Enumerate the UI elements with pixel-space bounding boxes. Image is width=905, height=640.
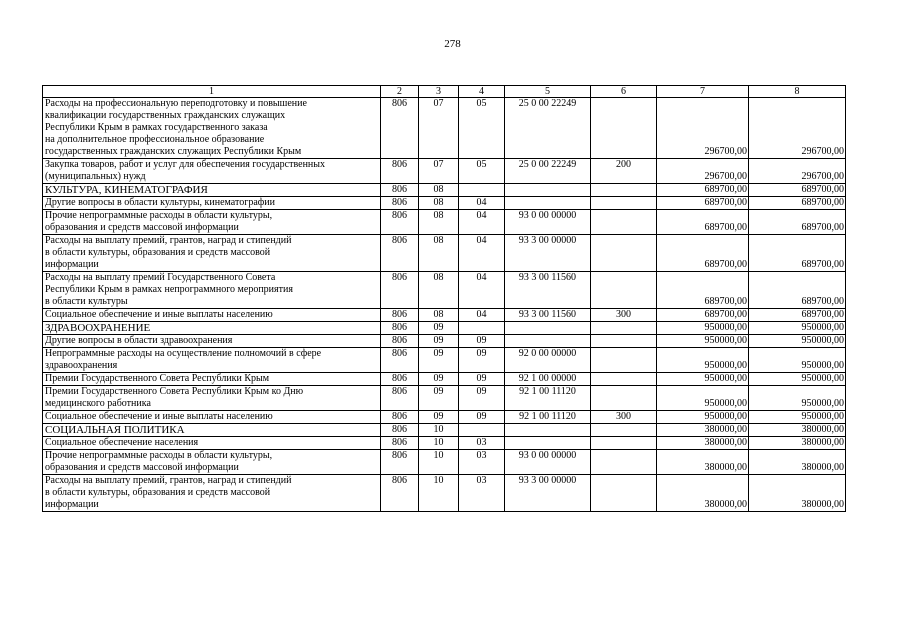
row-sum-cell: 950000,00 (657, 386, 749, 411)
row-section-cell: 08 (419, 197, 459, 210)
row-kind-cell: 200 (591, 159, 657, 184)
row-section-cell: 08 (419, 309, 459, 322)
row-target-cell (505, 322, 591, 335)
table-row (43, 197, 846, 210)
row-target-cell (505, 184, 591, 197)
row-name-cell: Другие вопросы в области культуры, кинематографии (43, 197, 381, 210)
row-section-cell: 09 (419, 335, 459, 348)
row-subsection-cell (459, 424, 505, 437)
row-code-cell: 806 (381, 184, 419, 197)
row-section-cell: 10 (419, 475, 459, 512)
row-subsection-cell: 09 (459, 348, 505, 373)
row-sum-cell: 950000,00 (749, 386, 846, 411)
row-section-cell: 09 (419, 411, 459, 424)
row-subsection-cell: 09 (459, 335, 505, 348)
row-sum-cell: 950000,00 (657, 322, 749, 335)
row-target-cell: 92 0 00 00000 (505, 348, 591, 373)
row-section-cell: 09 (419, 373, 459, 386)
row-code-cell: 806 (381, 373, 419, 386)
row-sum-cell: 950000,00 (657, 411, 749, 424)
row-sum-cell: 689700,00 (749, 309, 846, 322)
row-sum-cell: 950000,00 (657, 335, 749, 348)
row-subsection-cell: 04 (459, 235, 505, 272)
row-sum-cell: 689700,00 (749, 197, 846, 210)
row-subsection-cell: 05 (459, 98, 505, 159)
row-sum-cell: 950000,00 (749, 411, 846, 424)
row-code-cell: 806 (381, 309, 419, 322)
table-row (43, 373, 846, 386)
row-sum-cell: 296700,00 (749, 98, 846, 159)
budget-table (42, 85, 846, 512)
row-name-cell: Расходы на профессиональную переподготовку и повышение квалификации государственных гражданских служащих Республики Крым в рамках государственного заказа на дополнительное профессиональное образование государственных гражданских служащих Республики Крым (43, 98, 381, 159)
row-kind-cell (591, 437, 657, 450)
row-sum-cell: 380000,00 (749, 450, 846, 475)
row-sum-cell: 950000,00 (657, 348, 749, 373)
row-code-cell: 806 (381, 322, 419, 335)
row-sum-cell: 950000,00 (749, 322, 846, 335)
row-name-cell: Расходы на выплату премий, грантов, наград и стипендий в области культуры, образования и средств массовой информации (43, 235, 381, 272)
row-subsection-cell: 05 (459, 159, 505, 184)
row-sum-cell: 380000,00 (657, 475, 749, 512)
row-section-cell: 09 (419, 348, 459, 373)
table-section-row (43, 184, 846, 197)
row-code-cell: 806 (381, 98, 419, 159)
row-section-cell: 07 (419, 159, 459, 184)
row-code-cell: 806 (381, 437, 419, 450)
table-row (43, 386, 846, 411)
row-sum-cell: 950000,00 (749, 335, 846, 348)
row-sum-cell: 689700,00 (749, 184, 846, 197)
row-sum-cell: 380000,00 (749, 424, 846, 437)
table-section-row (43, 322, 846, 335)
row-code-cell: 806 (381, 210, 419, 235)
row-name-cell: Прочие непрограммные расходы в области культуры, образования и средств массовой информации (43, 450, 381, 475)
row-kind-cell (591, 210, 657, 235)
row-subsection-cell: 04 (459, 197, 505, 210)
row-section-cell: 08 (419, 272, 459, 309)
row-section-cell: 09 (419, 322, 459, 335)
row-subsection-cell: 03 (459, 437, 505, 450)
table-row (43, 309, 846, 322)
table-row (43, 235, 846, 272)
row-kind-cell (591, 424, 657, 437)
row-target-cell (505, 437, 591, 450)
row-target-cell (505, 424, 591, 437)
row-target-cell: 92 1 00 11120 (505, 411, 591, 424)
row-kind-cell (591, 373, 657, 386)
row-target-cell: 25 0 00 22249 (505, 159, 591, 184)
row-sum-cell: 950000,00 (657, 373, 749, 386)
table-row (43, 437, 846, 450)
table-header-row (43, 86, 846, 98)
row-name-cell: Социальное обеспечение и иные выплаты населению (43, 309, 381, 322)
header-cell: 4 (459, 86, 505, 98)
row-sum-cell: 689700,00 (749, 235, 846, 272)
row-name-cell: Закупка товаров, работ и услуг для обеспечения государственных (муниципальных) нужд (43, 159, 381, 184)
row-target-cell: 92 1 00 11120 (505, 386, 591, 411)
row-name-cell: Социальное обеспечение населения (43, 437, 381, 450)
row-sum-cell: 380000,00 (657, 450, 749, 475)
row-sum-cell: 689700,00 (749, 272, 846, 309)
row-name-cell: СОЦИАЛЬНАЯ ПОЛИТИКА (43, 424, 381, 437)
row-code-cell: 806 (381, 159, 419, 184)
row-sum-cell: 950000,00 (749, 373, 846, 386)
row-kind-cell (591, 184, 657, 197)
row-sum-cell: 380000,00 (657, 424, 749, 437)
row-code-cell: 806 (381, 450, 419, 475)
table-row (43, 159, 846, 184)
row-code-cell: 806 (381, 348, 419, 373)
row-section-cell: 10 (419, 437, 459, 450)
row-subsection-cell: 04 (459, 309, 505, 322)
row-section-cell: 07 (419, 98, 459, 159)
row-name-cell: Непрограммные расходы на осуществление полномочий в сфере здравоохранения (43, 348, 381, 373)
row-sum-cell: 689700,00 (657, 210, 749, 235)
row-kind-cell (591, 98, 657, 159)
row-section-cell: 09 (419, 386, 459, 411)
table-row (43, 348, 846, 373)
row-kind-cell (591, 386, 657, 411)
row-subsection-cell: 09 (459, 373, 505, 386)
row-code-cell: 806 (381, 386, 419, 411)
row-kind-cell (591, 450, 657, 475)
row-name-cell: Расходы на выплату премий Государственного Совета Республики Крым в рамках непрограммного мероприятия в области культуры (43, 272, 381, 309)
row-kind-cell (591, 322, 657, 335)
row-sum-cell: 950000,00 (749, 348, 846, 373)
table-row (43, 210, 846, 235)
header-cell: 2 (381, 86, 419, 98)
row-sum-cell: 689700,00 (657, 235, 749, 272)
table-row (43, 98, 846, 159)
row-kind-cell (591, 235, 657, 272)
row-target-cell: 93 0 00 00000 (505, 210, 591, 235)
row-sum-cell: 380000,00 (749, 437, 846, 450)
row-target-cell: 92 1 00 00000 (505, 373, 591, 386)
row-subsection-cell: 04 (459, 210, 505, 235)
row-sum-cell: 296700,00 (657, 98, 749, 159)
row-target-cell (505, 197, 591, 210)
row-name-cell: Премии Государственного Совета Республики Крым ко Дню медицинского работника (43, 386, 381, 411)
row-section-cell: 08 (419, 184, 459, 197)
row-subsection-cell (459, 184, 505, 197)
row-sum-cell: 689700,00 (657, 197, 749, 210)
row-name-cell: Прочие непрограммные расходы в области культуры, образования и средств массовой информации (43, 210, 381, 235)
row-kind-cell: 300 (591, 411, 657, 424)
row-kind-cell: 300 (591, 309, 657, 322)
row-sum-cell: 689700,00 (657, 309, 749, 322)
row-target-cell: 93 0 00 00000 (505, 450, 591, 475)
row-target-cell (505, 335, 591, 348)
row-sum-cell: 689700,00 (749, 210, 846, 235)
table-row (43, 335, 846, 348)
row-subsection-cell: 09 (459, 411, 505, 424)
row-code-cell: 806 (381, 272, 419, 309)
row-code-cell: 806 (381, 197, 419, 210)
row-code-cell: 806 (381, 235, 419, 272)
row-target-cell: 93 3 00 00000 (505, 235, 591, 272)
header-cell: 1 (43, 86, 381, 98)
row-name-cell: ЗДРАВООХРАНЕНИЕ (43, 322, 381, 335)
row-subsection-cell (459, 322, 505, 335)
row-subsection-cell: 04 (459, 272, 505, 309)
header-cell: 6 (591, 86, 657, 98)
row-target-cell: 93 3 00 11560 (505, 309, 591, 322)
row-name-cell: Расходы на выплату премий, грантов, наград и стипендий в области культуры, образования и средств массовой информации (43, 475, 381, 512)
row-sum-cell: 689700,00 (657, 272, 749, 309)
row-code-cell: 806 (381, 411, 419, 424)
row-kind-cell (591, 197, 657, 210)
table-body (43, 98, 846, 512)
row-section-cell: 08 (419, 210, 459, 235)
header-cell: 5 (505, 86, 591, 98)
row-subsection-cell: 03 (459, 475, 505, 512)
table-row (43, 475, 846, 512)
header-cell: 8 (749, 86, 846, 98)
row-section-cell: 10 (419, 450, 459, 475)
row-sum-cell: 296700,00 (657, 159, 749, 184)
table-row (43, 450, 846, 475)
table-section-row (43, 424, 846, 437)
row-kind-cell (591, 348, 657, 373)
row-section-cell: 10 (419, 424, 459, 437)
row-kind-cell (591, 475, 657, 512)
row-target-cell: 93 3 00 00000 (505, 475, 591, 512)
table-row (43, 272, 846, 309)
row-sum-cell: 380000,00 (657, 437, 749, 450)
row-code-cell: 806 (381, 335, 419, 348)
row-target-cell: 93 3 00 11560 (505, 272, 591, 309)
row-sum-cell: 380000,00 (749, 475, 846, 512)
row-kind-cell (591, 272, 657, 309)
row-kind-cell (591, 335, 657, 348)
row-sum-cell: 689700,00 (657, 184, 749, 197)
table-row (43, 411, 846, 424)
row-target-cell: 25 0 00 22249 (505, 98, 591, 159)
header-cell: 7 (657, 86, 749, 98)
row-code-cell: 806 (381, 424, 419, 437)
row-name-cell: Премии Государственного Совета Республики Крым (43, 373, 381, 386)
header-cell: 3 (419, 86, 459, 98)
row-name-cell: Другие вопросы в области здравоохранения (43, 335, 381, 348)
row-code-cell: 806 (381, 475, 419, 512)
row-name-cell: Социальное обеспечение и иные выплаты населению (43, 411, 381, 424)
row-section-cell: 08 (419, 235, 459, 272)
page-number: 278 (444, 38, 461, 50)
row-subsection-cell: 03 (459, 450, 505, 475)
row-name-cell: КУЛЬТУРА, КИНЕМАТОГРАФИЯ (43, 184, 381, 197)
row-subsection-cell: 09 (459, 386, 505, 411)
row-sum-cell: 296700,00 (749, 159, 846, 184)
